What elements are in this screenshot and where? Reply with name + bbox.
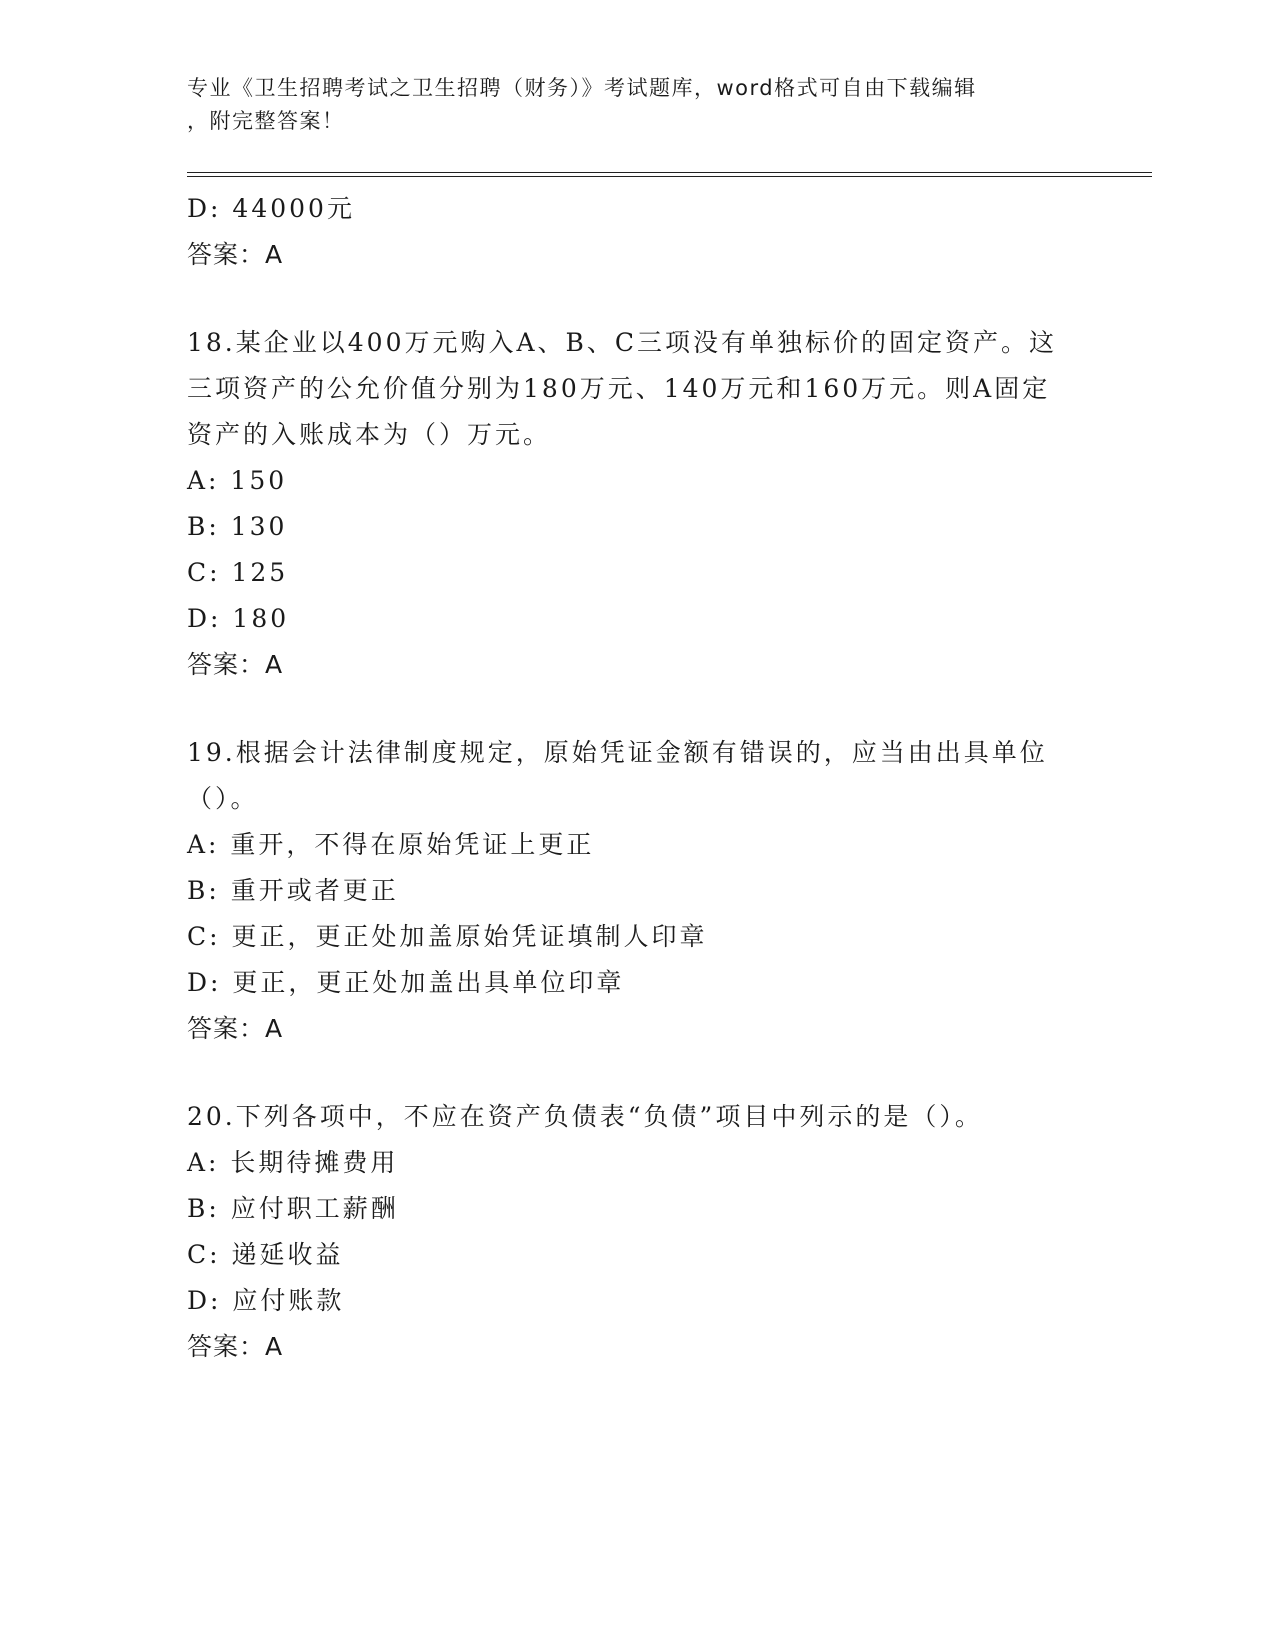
option-d: D: 180 (187, 604, 290, 633)
option-a: A: 150 (187, 466, 288, 495)
header-divider-bottom (187, 176, 1152, 177)
question-stem-line: （）。 (187, 784, 259, 813)
header-line-2: ，附完整答案！ (187, 109, 345, 133)
answer-label: 答案：A (187, 650, 284, 679)
option-c: C: 递延收益 (187, 1240, 344, 1269)
header-divider-top (187, 172, 1152, 173)
question-stem-line: 三项资产的公允价值分别为180万元、140万元和160万元。则A固定 (187, 374, 1051, 403)
option-a: A: 重开，不得在原始凭证上更正 (187, 830, 595, 859)
option-b: B: 130 (187, 512, 288, 541)
answer-label: 答案：A (187, 240, 284, 269)
previous-question-tail (187, 186, 1087, 278)
header-line-1: 专业《卫生招聘考试之卫生招聘（财务）》考试题库，word格式可自由下载编辑 (187, 76, 977, 100)
question-content (187, 186, 1087, 1370)
option-b: B: 重开或者更正 (187, 876, 399, 905)
option-a: A: 长期待摊费用 (187, 1148, 399, 1177)
page-header (187, 72, 1067, 138)
answer-label: 答案：A (187, 1332, 284, 1361)
option-c: C: 更正，更正处加盖原始凭证填制人印章 (187, 922, 708, 951)
question-stem-line: 资产的入账成本为（）万元。 (187, 420, 552, 449)
question-stem-line: 18.某企业以400万元购入A、B、C三项没有单独标价的固定资产。这 (187, 328, 1058, 357)
option-d: D: 应付账款 (187, 1286, 345, 1315)
question-19 (187, 730, 1087, 1052)
option-c: C: 125 (187, 558, 289, 587)
option-d: D: 更正，更正处加盖出具单位印章 (187, 968, 625, 997)
option-d: D: 44000元 (187, 194, 355, 223)
option-b: B: 应付职工薪酬 (187, 1194, 399, 1223)
question-18 (187, 320, 1087, 688)
question-stem-line: 20.下列各项中，不应在资产负债表“负债”项目中列示的是（）。 (187, 1102, 983, 1131)
question-20 (187, 1094, 1087, 1370)
question-stem-line: 19.根据会计法律制度规定，原始凭证金额有错误的，应当由出具单位 (187, 738, 1048, 767)
answer-label: 答案：A (187, 1014, 284, 1043)
